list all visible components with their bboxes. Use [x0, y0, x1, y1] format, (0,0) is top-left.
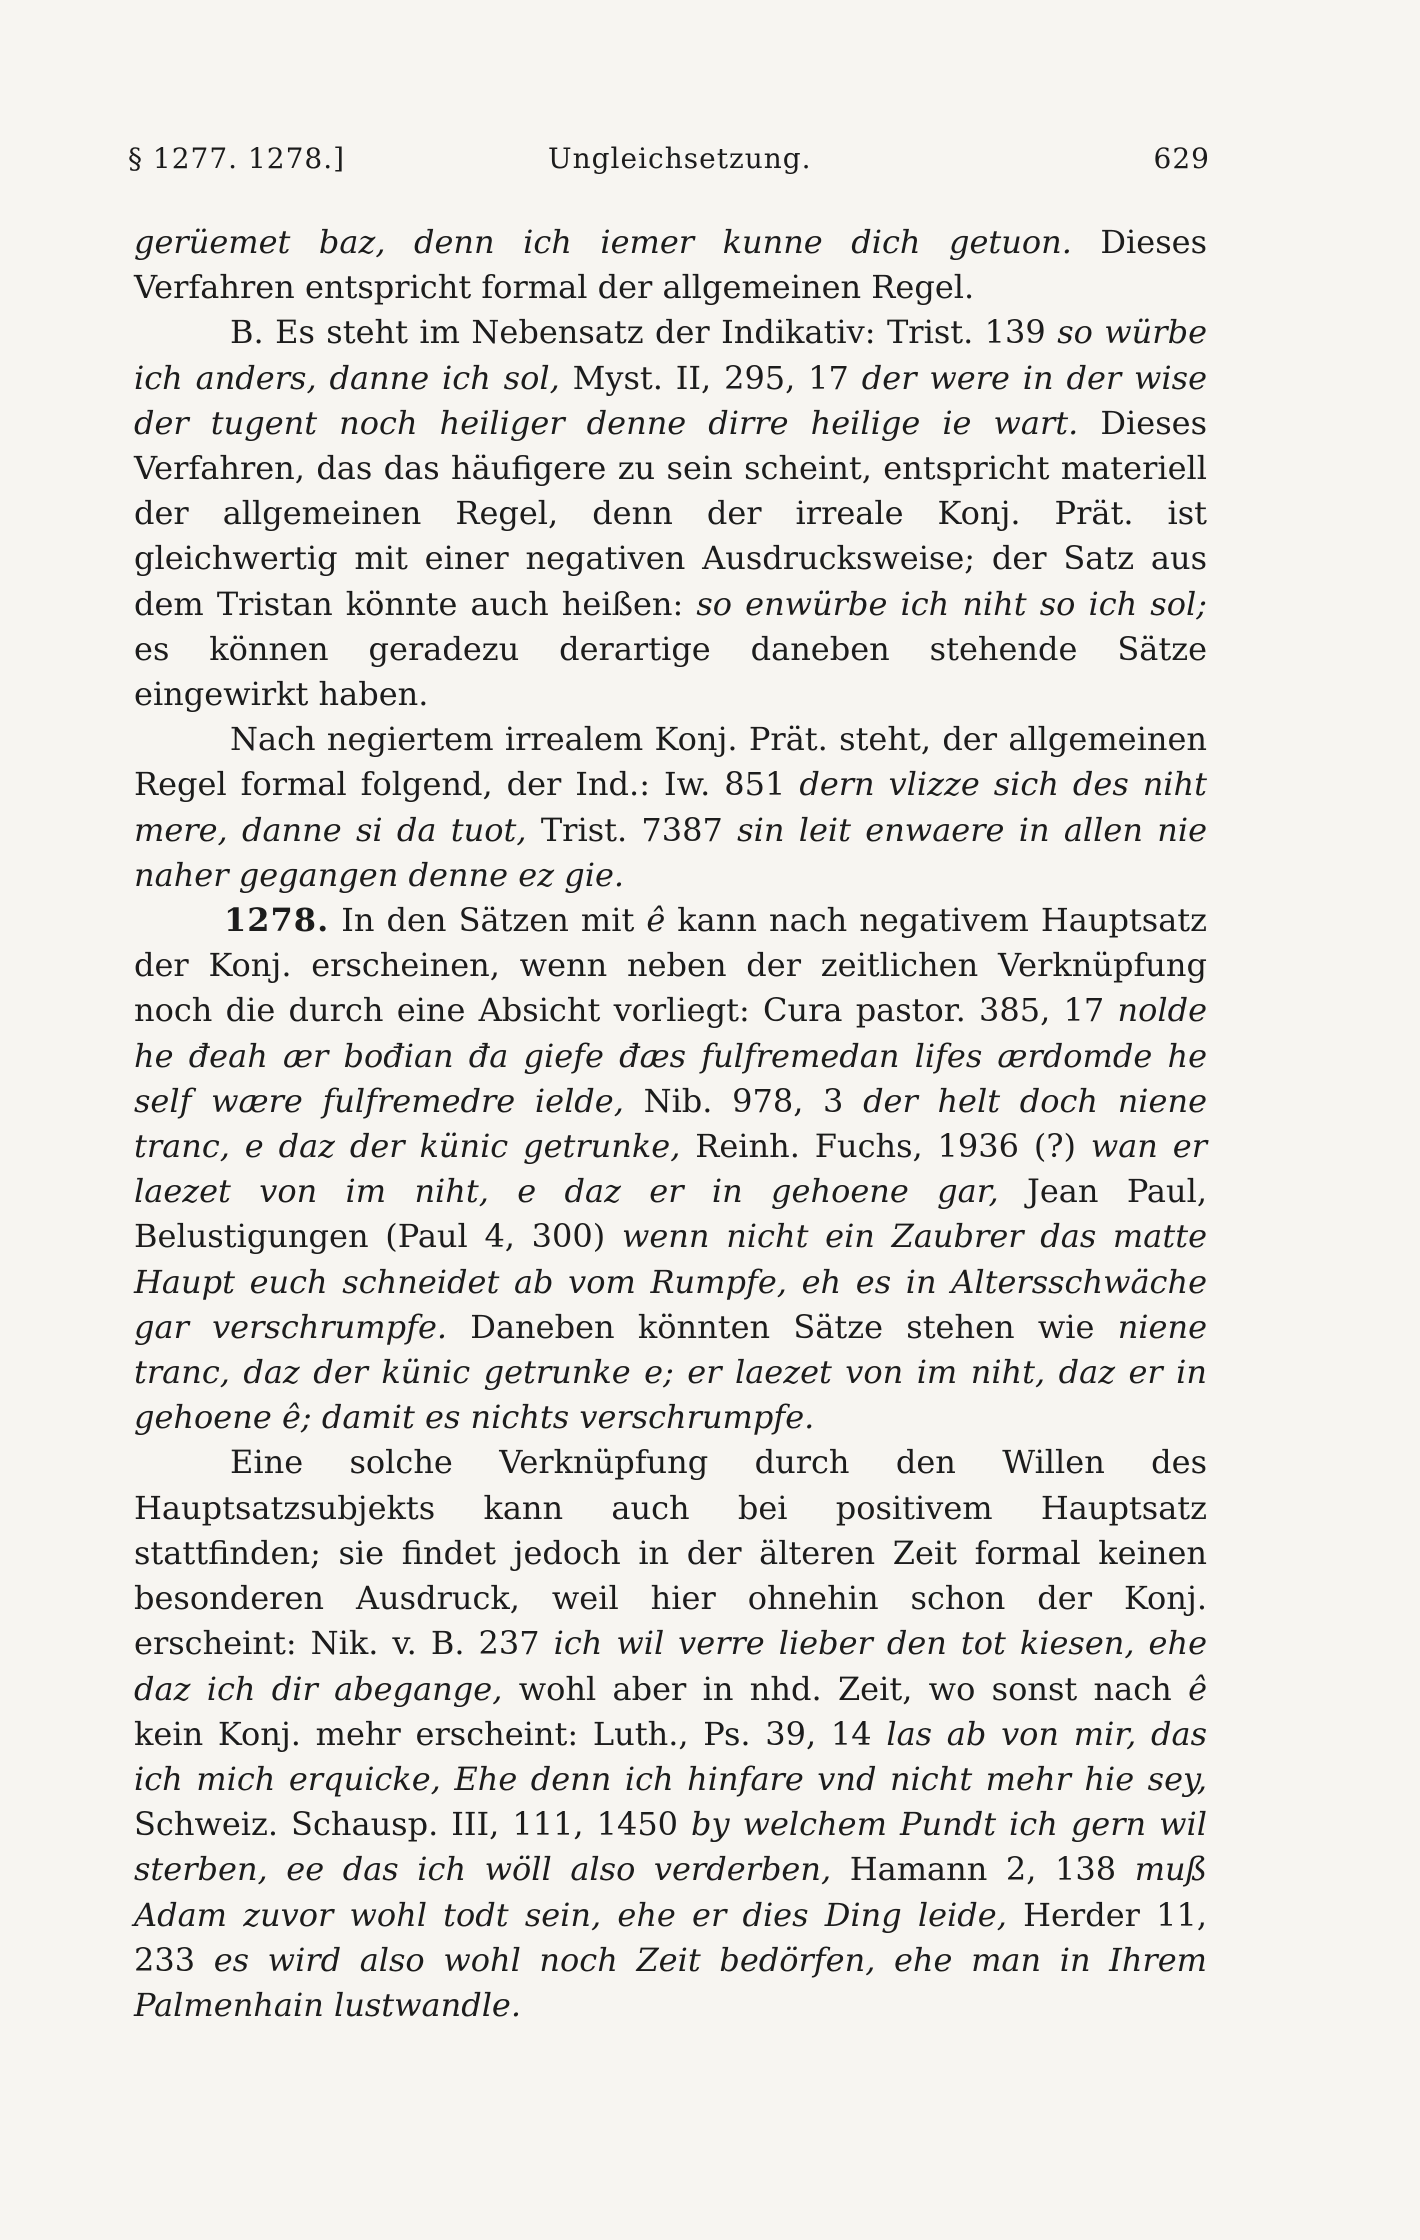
paragraph — [134, 220, 1207, 310]
text-run: B. Es steht im Nebensatz der Indikativ: Trist. 139 — [230, 313, 1058, 352]
text-run: Jean Paul, Belustigungen (Paul 4, 300) — [134, 1172, 1208, 1256]
quoted-text: ê — [1188, 1669, 1207, 1708]
text-run: Dieses Verfahren entspricht formal der allgemeinen Regel. — [134, 223, 1208, 307]
text-run: Schweiz. Schausp. III, 111, 1450 — [134, 1805, 692, 1844]
quoted-text: der were in der wise der tugent noch heiliger denne dirre heilige ie wart. — [134, 358, 1208, 442]
section-range: § 1277. 1278.] — [128, 142, 346, 175]
section-number: 1278. — [224, 901, 330, 940]
text-run: Trist. 7387 — [526, 810, 738, 849]
text-run: kein Konj. mehr erscheint: Luth., Ps. 39, 14 — [134, 1714, 887, 1753]
quoted-text: gerüemet baz, denn ich iemer kunne dich getuon. — [134, 223, 1072, 261]
quoted-text: las ab von mir, das ich mich erquicke, Ehe denn ich hinfare vnd nicht mehr hie sey, — [134, 1714, 1208, 1798]
quoted-text: wan er laezet von im niht, e daz er in gehoene gar, — [134, 1127, 1207, 1211]
quoted-text: so würbe ich anders, danne ich sol, — [134, 313, 1208, 397]
text-run: Nib. 978, 3 — [623, 1081, 864, 1120]
quoted-text: niene tranc, daz der künic getrunke e; er laezet von im niht, daz er in gehoene ê; damit es nichts verschrumpfe. — [134, 1307, 1208, 1437]
quoted-text: ich wil verre lieber den tot kiesen, ehe daz ich dir abegange, — [134, 1624, 1208, 1708]
text-run: Herder 11, 233 — [134, 1895, 1208, 1979]
quoted-text: muß Adam zuvor wohl todt sein, ehe er dies Ding leide, — [134, 1850, 1208, 1934]
quoted-text: es wird also wohl noch Zeit bedörfen, ehe man in Ihrem Palmenhain lustwandle. — [134, 1940, 1208, 2024]
page-number: 629 — [1153, 142, 1210, 175]
text-run: Daneben könnten Sätze stehen wie — [447, 1307, 1118, 1346]
text-run: Hamann 2, 138 — [831, 1850, 1135, 1889]
quoted-text: ê — [646, 901, 666, 940]
quoted-text: nolde he đeah ær bođian đa giefe đæs fulfremedan lifes ærdomde he self wære fulfremedre ielde, — [134, 991, 1207, 1120]
text-run: In den Sätzen mit — [329, 901, 647, 940]
quoted-text: so enwürbe ich niht so ich sol; — [696, 584, 1208, 623]
paragraph — [134, 717, 1207, 898]
section-paragraph-1278 — [134, 898, 1207, 1440]
quoted-text: der helt doch niene tranc, e daz der künic getrunke, — [134, 1081, 1208, 1166]
running-header — [128, 142, 1210, 182]
running-title: Ungleichsetzung. — [548, 142, 812, 175]
text-run: Eine solche Verknüpfung durch den Willen des Hauptsatzsubjekts kann auch bei positivem Hauptsatz stattfinden; sie findet jedoch in der älteren Zeit formal keinen besonderen Ausdruck, weil hier ohnehin schon der Konj. erscheint: Nik. v. B. 237 — [134, 1443, 1207, 1663]
paragraph — [134, 310, 1207, 717]
quoted-text: by welchem Pundt ich gern wil sterben, ee das ich wöll also verderben, — [134, 1805, 1207, 1889]
body-text — [134, 220, 1207, 2028]
paragraph — [134, 1440, 1207, 2028]
text-run: Dieses Verfahren, das das häufigere zu sein scheint, entspricht materiell der allgemeinen Regel, denn der irreale Konj. Prät. ist gleichwertig mit einer negativen Ausdrucksweise; der Satz aus dem Tristan könnte auch heißen: — [134, 403, 1208, 623]
text-run: Nach negiertem irrealem Konj. Prät. steht, der allgemeinen Regel formal folgend, der Ind.: Iw. 851 — [134, 720, 1207, 804]
text-run: Reinh. Fuchs, 1936 (?) — [680, 1127, 1091, 1166]
quoted-text: sin leit enwaere in allen nie naher gegangen denne ez gie. — [134, 810, 1208, 894]
quoted-text: dern vlizze sich des niht mere, danne si da tuot, — [134, 765, 1208, 849]
quoted-text: wenn nicht ein Zaubrer das matte Haupt euch schneidet ab vom Rumpfe, eh es in Altersschwäche gar verschrumpfe. — [134, 1217, 1208, 1346]
text-run: kann nach negativem Hauptsatz der Konj. erscheinen, wenn neben der zeitlichen Verknüpfung noch die durch eine Absicht vorliegt: Cura pastor. 385, 17 — [134, 901, 1208, 1030]
text-run: wohl aber in nhd. Zeit, wo sonst nach — [502, 1669, 1189, 1708]
text-run: es können geradezu derartige daneben stehende Sätze eingewirkt haben. — [134, 629, 1207, 714]
text-run: Myst. II, 295, 17 — [559, 358, 862, 397]
